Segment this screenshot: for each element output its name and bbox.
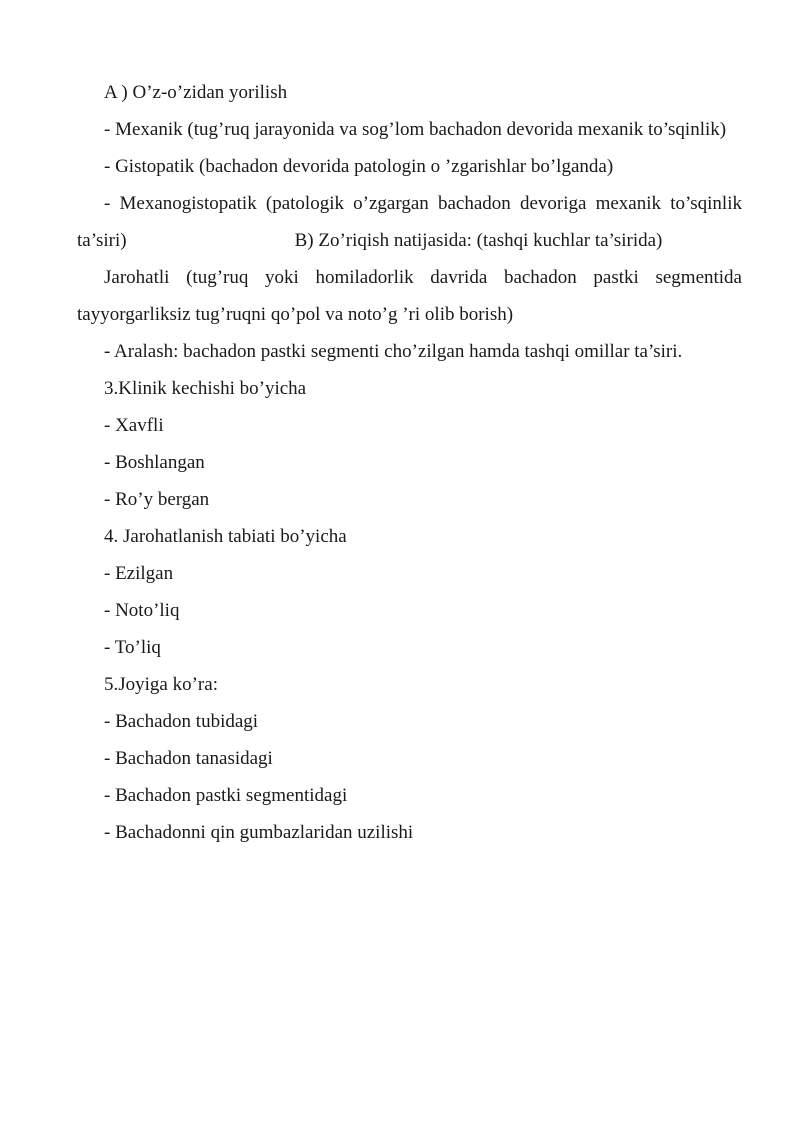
list-item: - Ezilgan [104, 563, 174, 584]
list-item: - Bachadon tanasidagi [104, 748, 273, 769]
section-heading-jarohatlanish: 4. Jarohatlanish tabiati bo’yicha [104, 526, 347, 547]
paragraph-gistopatik: - Gistopatik (bachadon devorida patologin o ’zgarishlar bo’lganda) [104, 156, 614, 177]
paragraph-aralash: - Aralash: bachadon pastki segmenti cho’zilgan hamda tashqi omillar ta’siri. [104, 341, 683, 362]
paragraph-mexanogistopatik: - Mexanogistopatik (patologik o’zgargan bachadon devoriga mexanik to’sqinlik ta’siri) [77, 193, 742, 251]
list-item: - Bachadon pastki segmentidagi [104, 785, 348, 806]
paragraph-jarohatli: Jarohatli (tug’ruq yoki homiladorlik davrida bachadon pastki segmentida tayyorgarliksiz tug’ruqni qo’pol va noto’g ’ri olib borish) [77, 267, 742, 325]
paragraph-mexanik: - Mexanik (tug’ruq jarayonida va sog’lom bachadon devorida mexanik to’sqinlik) [104, 119, 727, 140]
list-item: - Bachadon tubidagi [104, 711, 259, 732]
paragraph-a-heading: A ) O’z-o’zidan yorilish [104, 82, 288, 103]
paragraph-b-heading: B) Zo’riqish natijasida: (tashqi kuchlar ta’sirida) [294, 230, 663, 251]
paragraph-mexanogistopatik-block [77, 185, 742, 259]
list-item: - Noto’liq [104, 600, 180, 621]
list-item: - Ro’y bergan [104, 489, 210, 510]
list-item: - Bachadonni qin gumbazlaridan uzilishi [104, 822, 414, 843]
list-item: - To’liq [104, 637, 161, 658]
document-body [77, 74, 742, 851]
section-heading-joyiga: 5.Joyiga ko’ra: [104, 674, 218, 695]
list-item: - Boshlangan [104, 452, 205, 473]
list-item: - Xavfli [104, 415, 164, 436]
section-heading-klinik: 3.Klinik kechishi bo’yicha [104, 378, 307, 399]
